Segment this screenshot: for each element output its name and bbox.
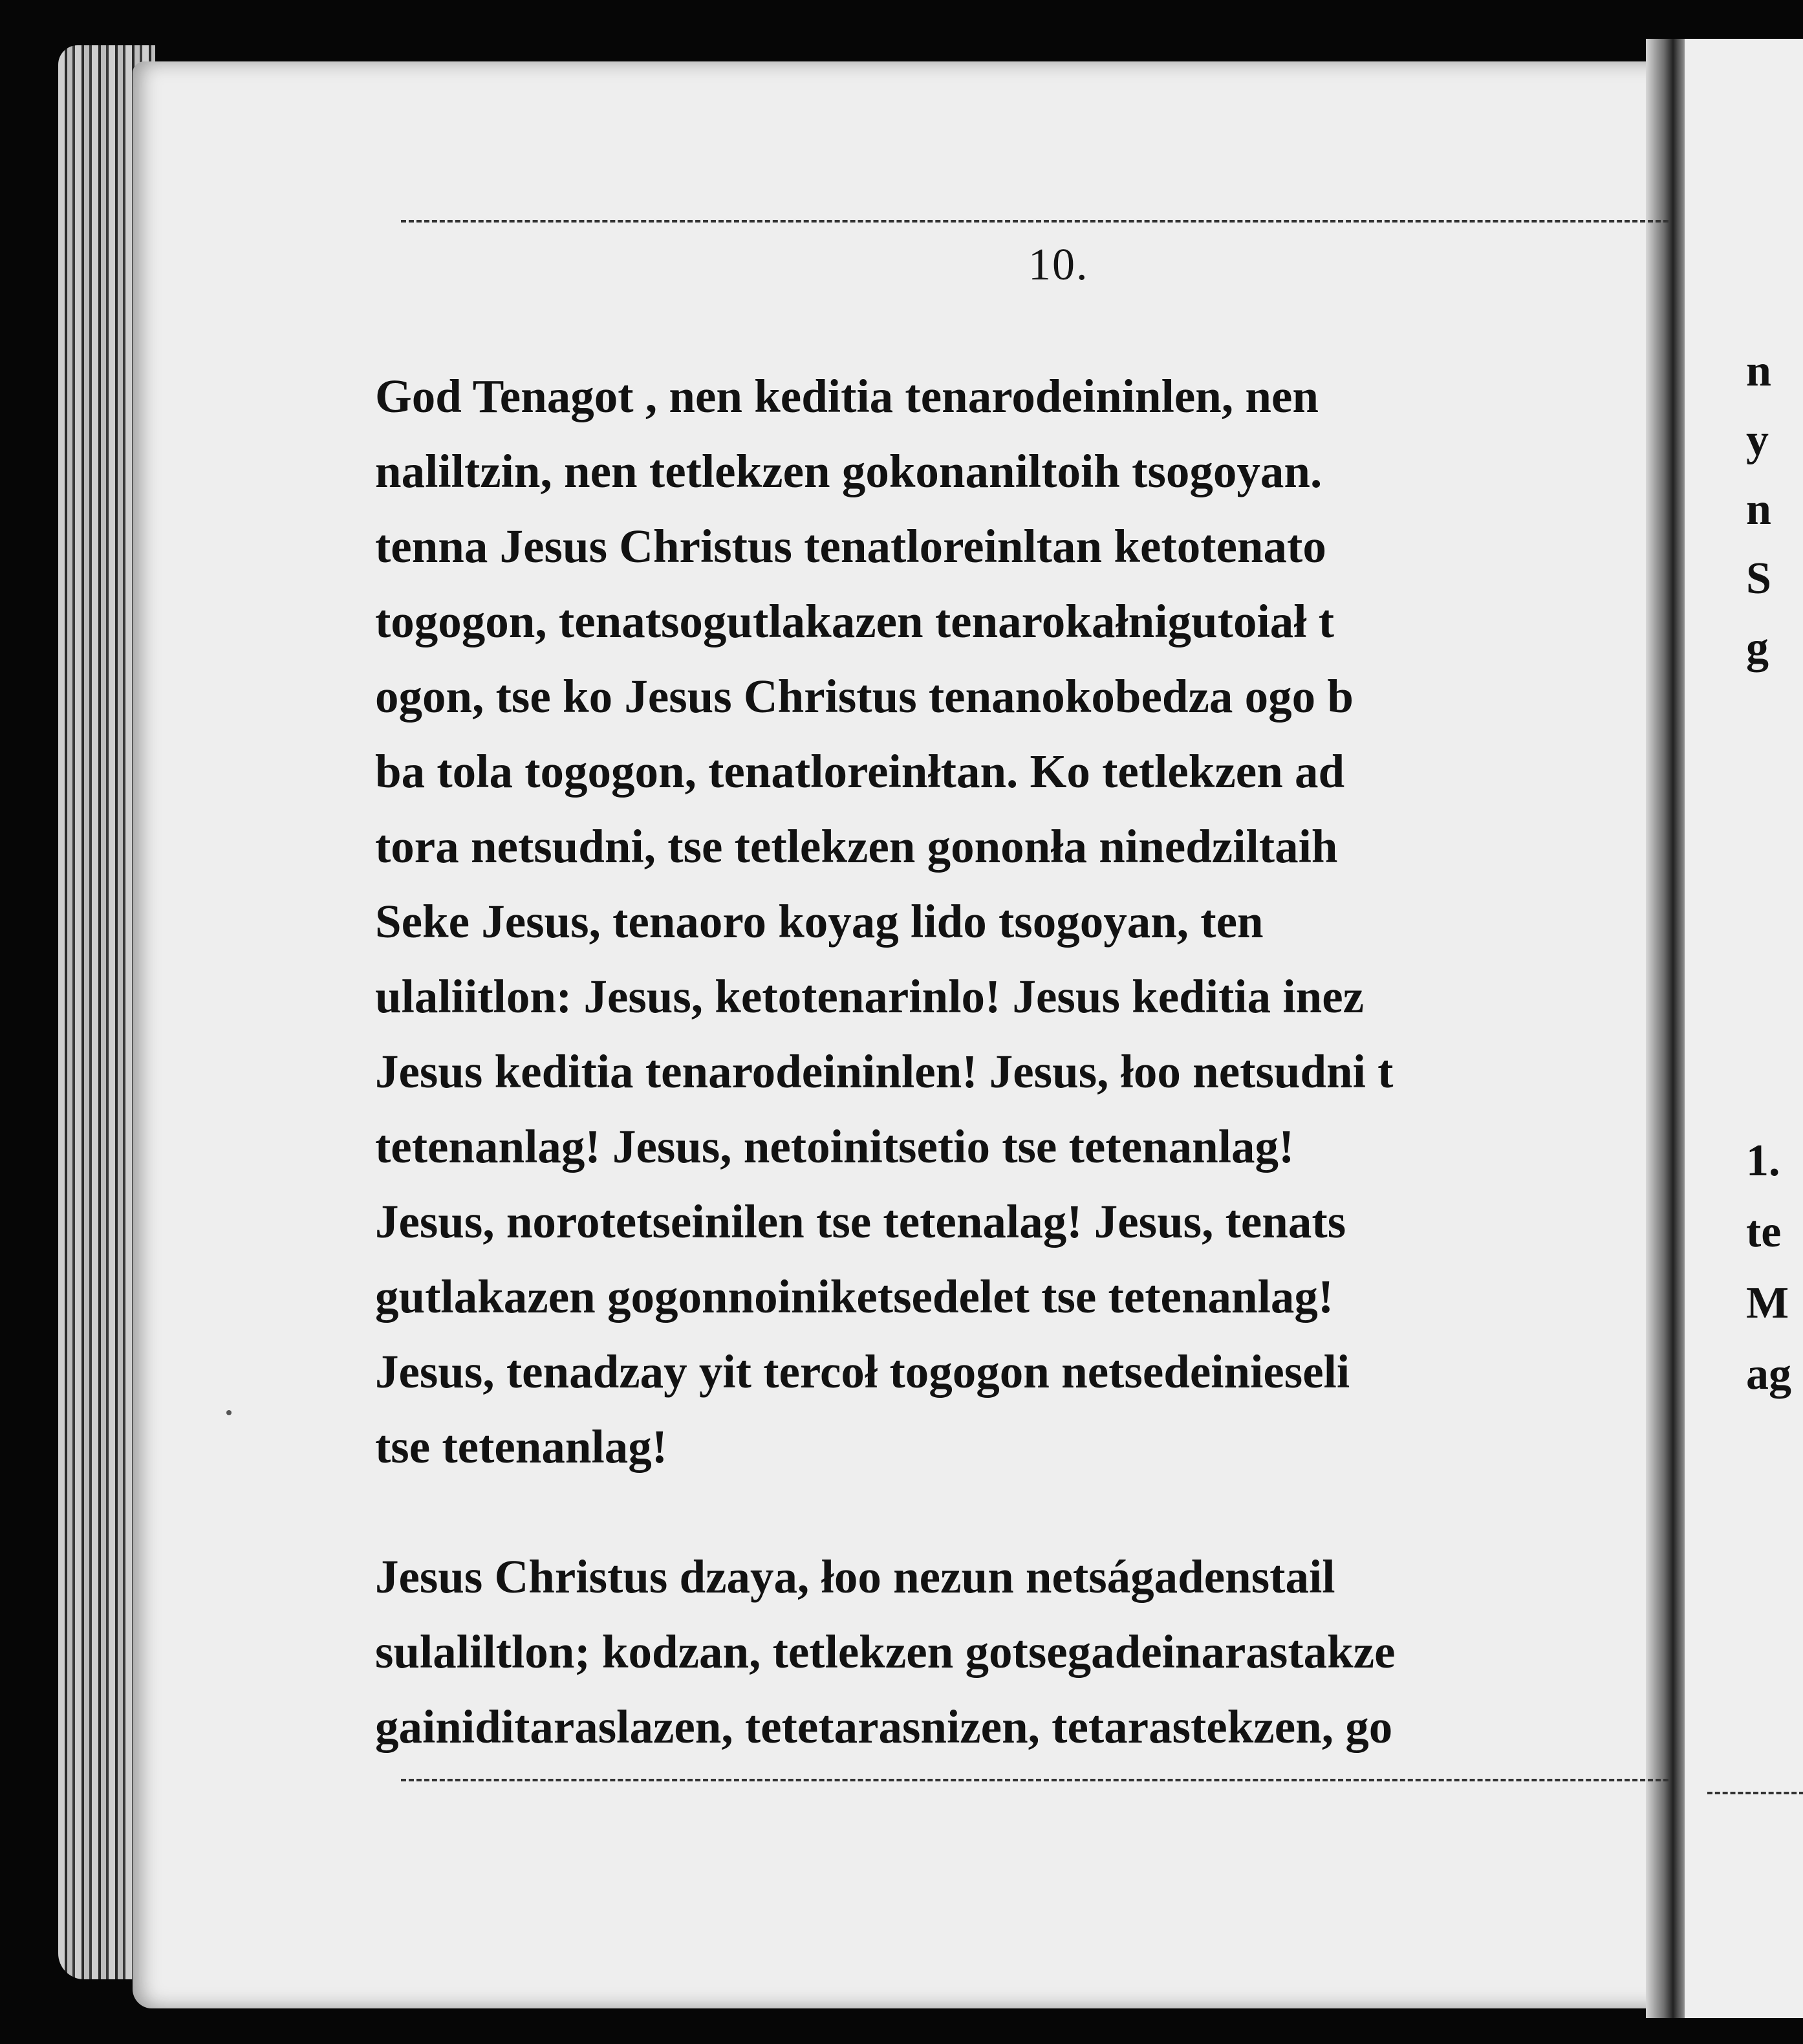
text-line: n xyxy=(1746,346,1771,396)
text-line: ogon, tse ko Jesus Christus tenanokobedza ogo b xyxy=(375,670,1354,723)
text-line: gutlakazen gogonnoiniketsedelet tse tetenanlag! xyxy=(375,1270,1334,1323)
page-number: 10. xyxy=(1028,240,1089,290)
text-line: y xyxy=(1746,415,1769,465)
text-line: g xyxy=(1746,623,1769,673)
text-line: S xyxy=(1746,554,1771,603)
text-line: togogon, tenatsogutlakazen tenarokałnigutoiał t xyxy=(375,595,1335,647)
text-line: Jesus, norotetseinilen tse tetenalag! Jesus, tenats xyxy=(375,1195,1346,1248)
text-line: sulaliltlon; kodzan, tetlekzen gotsegadeinarastakze xyxy=(375,1625,1396,1678)
text-line: Jesus Christus dzaya, łoo nezun netságadenstail xyxy=(375,1550,1335,1603)
paragraph-2 xyxy=(375,1539,1681,1765)
bottom-rule xyxy=(401,1779,1668,1781)
text-line: Jesus, tenadzay yit tercoł togogon netsedeinieseli xyxy=(375,1345,1350,1398)
right-page-text-top xyxy=(1746,336,1803,682)
text-line: tetenanlag! Jesus, netoinitsetio tse tetenanlag! xyxy=(375,1120,1295,1173)
right-page xyxy=(1685,39,1803,2018)
text-line: ag xyxy=(1746,1349,1791,1399)
text-line: M xyxy=(1746,1278,1789,1328)
text-line: 1. xyxy=(1746,1136,1780,1186)
text-line: tse tetenanlag! xyxy=(375,1420,668,1473)
text-line: ba tola togogon, tenatloreinłtan. Ko tetlekzen ad xyxy=(375,745,1345,798)
right-page-rule xyxy=(1707,1792,1803,1794)
text-line: naliltzin, nen tetlekzen gokonaniltoih tsogoyan. xyxy=(375,445,1323,497)
text-line: Jesus keditia tenarodeininlen! Jesus, łoo netsudni t xyxy=(375,1045,1394,1098)
text-line: te xyxy=(1746,1207,1782,1257)
text-line: n xyxy=(1746,484,1771,534)
print-speck xyxy=(226,1410,232,1415)
top-rule xyxy=(401,220,1668,223)
text-line: tenna Jesus Christus tenatloreinltan ketotenato xyxy=(375,520,1326,572)
text-line: tora netsudni, tse tetlekzen gononła ninedziltaih xyxy=(375,820,1338,873)
text-line: Seke Jesus, tenaoro koyag lido tsogoyan, ten xyxy=(375,895,1264,948)
paragraph-1 xyxy=(375,359,1681,1484)
right-page-text-bottom xyxy=(1746,1125,1803,1410)
text-line: gainiditaraslazen, tetetarasnizen, tetarastekzen, go xyxy=(375,1701,1393,1753)
text-line: God Tenagot , nen keditia tenarodeininlen, nen xyxy=(375,370,1319,422)
text-line: ulaliitlon: Jesus, ketotenarinlo! Jesus keditia inez xyxy=(375,970,1365,1023)
